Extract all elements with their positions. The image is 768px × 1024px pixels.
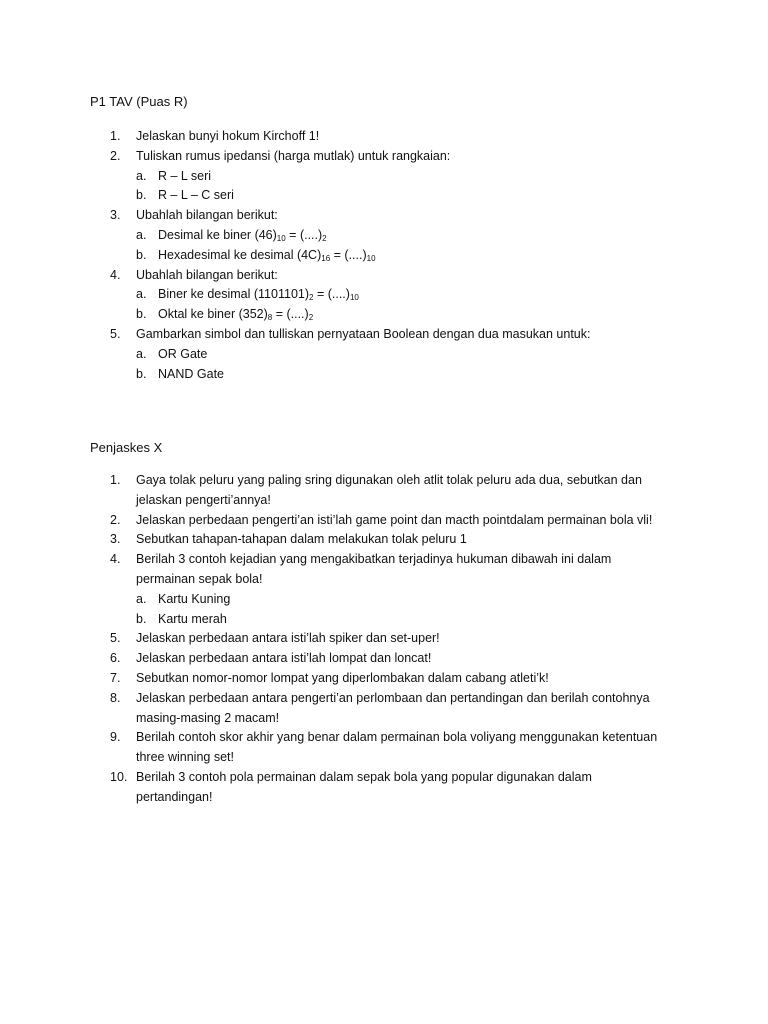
question-item (90, 471, 690, 511)
subscript: 10 (276, 233, 286, 243)
sub-question-item (90, 590, 690, 610)
sub-question-letter: b. (136, 188, 147, 203)
sub-question-letter: a. (136, 287, 147, 302)
section-title-penjaskes: Penjaskes X (90, 440, 163, 455)
question-text: Ubahlah bilangan berikut: (136, 208, 278, 223)
question-number: 2. (110, 512, 121, 527)
sub-question-text: Kartu Kuning (158, 591, 231, 606)
question-text: Ubahlah bilangan berikut: (136, 267, 278, 282)
sub-question-text: R – L seri (158, 168, 212, 183)
question-text: Berilah contoh skor akhir yang benar dalam permainan bola voliyang menggunakan ketentuan (136, 730, 658, 745)
sub-question-letter: a. (136, 346, 147, 361)
sub-question-item (90, 610, 690, 630)
subscript: 10 (349, 293, 359, 303)
subscript: 2 (322, 233, 327, 243)
sub-question-letter: b. (136, 366, 147, 381)
sub-question-item (90, 186, 690, 206)
sub-question-text: Oktal ke biner (352) (158, 307, 268, 322)
sub-question-letter: b. (136, 611, 147, 626)
question-text: Sebutkan tahapan-tahapan dalam melakukan tolak peluru 1 (136, 532, 467, 547)
question-number: 6. (110, 651, 121, 666)
question-text-continued: pertandingan! (136, 789, 213, 804)
question-item (90, 689, 690, 729)
question-number: 4. (110, 552, 121, 567)
question-number: 7. (110, 670, 121, 685)
question-text: Gambarkan simbol dan tulliskan pernyataan Boolean dengan dua masukan untuk: (136, 326, 591, 341)
sub-question-letter: a. (136, 168, 147, 183)
question-item (90, 206, 690, 226)
question-number: 2. (110, 148, 121, 163)
subscript: 10 (366, 253, 376, 263)
sub-question-text: Kartu merah (158, 611, 227, 626)
question-text: Berilah 3 contoh kejadian yang mengakibatkan terjadinya hukuman dibawah ini dalam (136, 552, 612, 567)
question-item (90, 669, 690, 689)
question-number: 8. (110, 690, 121, 705)
question-text-continued: permainan sepak bola! (136, 571, 263, 586)
subscript: 2 (308, 313, 314, 323)
sub-question-text: = (....) (330, 247, 367, 262)
question-item (90, 530, 690, 550)
sub-question-letter: a. (136, 227, 147, 242)
sub-question-text: NAND Gate (158, 366, 224, 381)
question-text: Gaya tolak peluru yang paling sring digunakan oleh atlit tolak peluru ada dua, sebutkan dan (136, 473, 642, 487)
sub-question-item (90, 226, 690, 246)
question-item (90, 325, 690, 345)
sub-question-text: R – L – C seri (158, 188, 234, 203)
question-text-continued: three winning set! (136, 750, 234, 765)
question-text: Jelaskan perbedaan pengerti’an isti’lah game point dan macth pointdalam permainan bola vli! (136, 512, 653, 527)
sub-question-text: = (....) (313, 287, 350, 302)
question-item (90, 511, 690, 531)
question-text: Berilah 3 contoh pola permainan dalam sepak bola yang popular digunakan dalam (136, 769, 592, 784)
sub-question-item (90, 167, 690, 187)
question-list-tav (90, 127, 690, 384)
question-text: Jelaskan bunyi hokum Kirchoff 1! (136, 129, 320, 143)
subscript: 8 (267, 313, 273, 323)
question-text: Jelaskan perbedaan antara isti’lah spiker dan set-uper! (136, 631, 440, 646)
sub-question-letter: b. (136, 247, 147, 262)
sub-question-item (90, 365, 690, 385)
sub-question-item (90, 285, 690, 305)
sub-question-letter: a. (136, 591, 147, 606)
question-item (90, 147, 690, 167)
question-text: Jelaskan perbedaan antara isti’lah lompat dan loncat! (136, 651, 432, 666)
question-number: 3. (110, 532, 121, 547)
question-item (90, 266, 690, 286)
question-text-continued: masing-masing 2 macam! (136, 710, 280, 725)
question-number: 1. (110, 129, 121, 143)
question-item (90, 728, 690, 768)
sub-question-item (90, 246, 690, 266)
sub-question-text: Hexadesimal ke desimal (4C) (158, 247, 322, 262)
subscript: 2 (309, 293, 314, 303)
sub-question-text: OR Gate (158, 346, 208, 361)
question-item (90, 768, 690, 808)
question-item (90, 629, 690, 649)
question-number: 9. (110, 730, 121, 745)
question-number: 4. (110, 267, 121, 282)
sub-question-text: = (....) (285, 227, 323, 242)
subscript: 16 (321, 253, 331, 263)
question-item (90, 127, 690, 147)
question-number: 1. (110, 473, 121, 487)
question-number: 5. (110, 326, 121, 341)
question-item (90, 550, 690, 590)
question-text: Tuliskan rumus ipedansi (harga mutlak) untuk rangkaian: (136, 148, 451, 163)
sub-question-text: = (....) (272, 307, 309, 322)
sub-question-item (90, 305, 690, 325)
sub-question-text: Biner ke desimal (1101101) (158, 287, 310, 302)
section-title-tav: P1 TAV (Puas R) (90, 94, 188, 109)
question-list-penjaskes (90, 471, 690, 808)
question-text: Sebutkan nomor-nomor lompat yang diperlombakan dalam cabang atleti’k! (136, 670, 549, 685)
question-text-continued: jelaskan pengerti’annya! (136, 492, 271, 507)
question-number: 3. (110, 208, 121, 223)
question-item (90, 649, 690, 669)
sub-question-item (90, 345, 690, 365)
sub-question-text: Desimal ke biner (46) (158, 227, 277, 242)
sub-question-letter: b. (136, 307, 147, 322)
question-text: Jelaskan perbedaan antara pengerti’an perlombaan dan pertandingan dan berilah contohnya (136, 690, 650, 705)
question-number: 5. (110, 631, 121, 646)
question-number: 10. (110, 769, 128, 784)
